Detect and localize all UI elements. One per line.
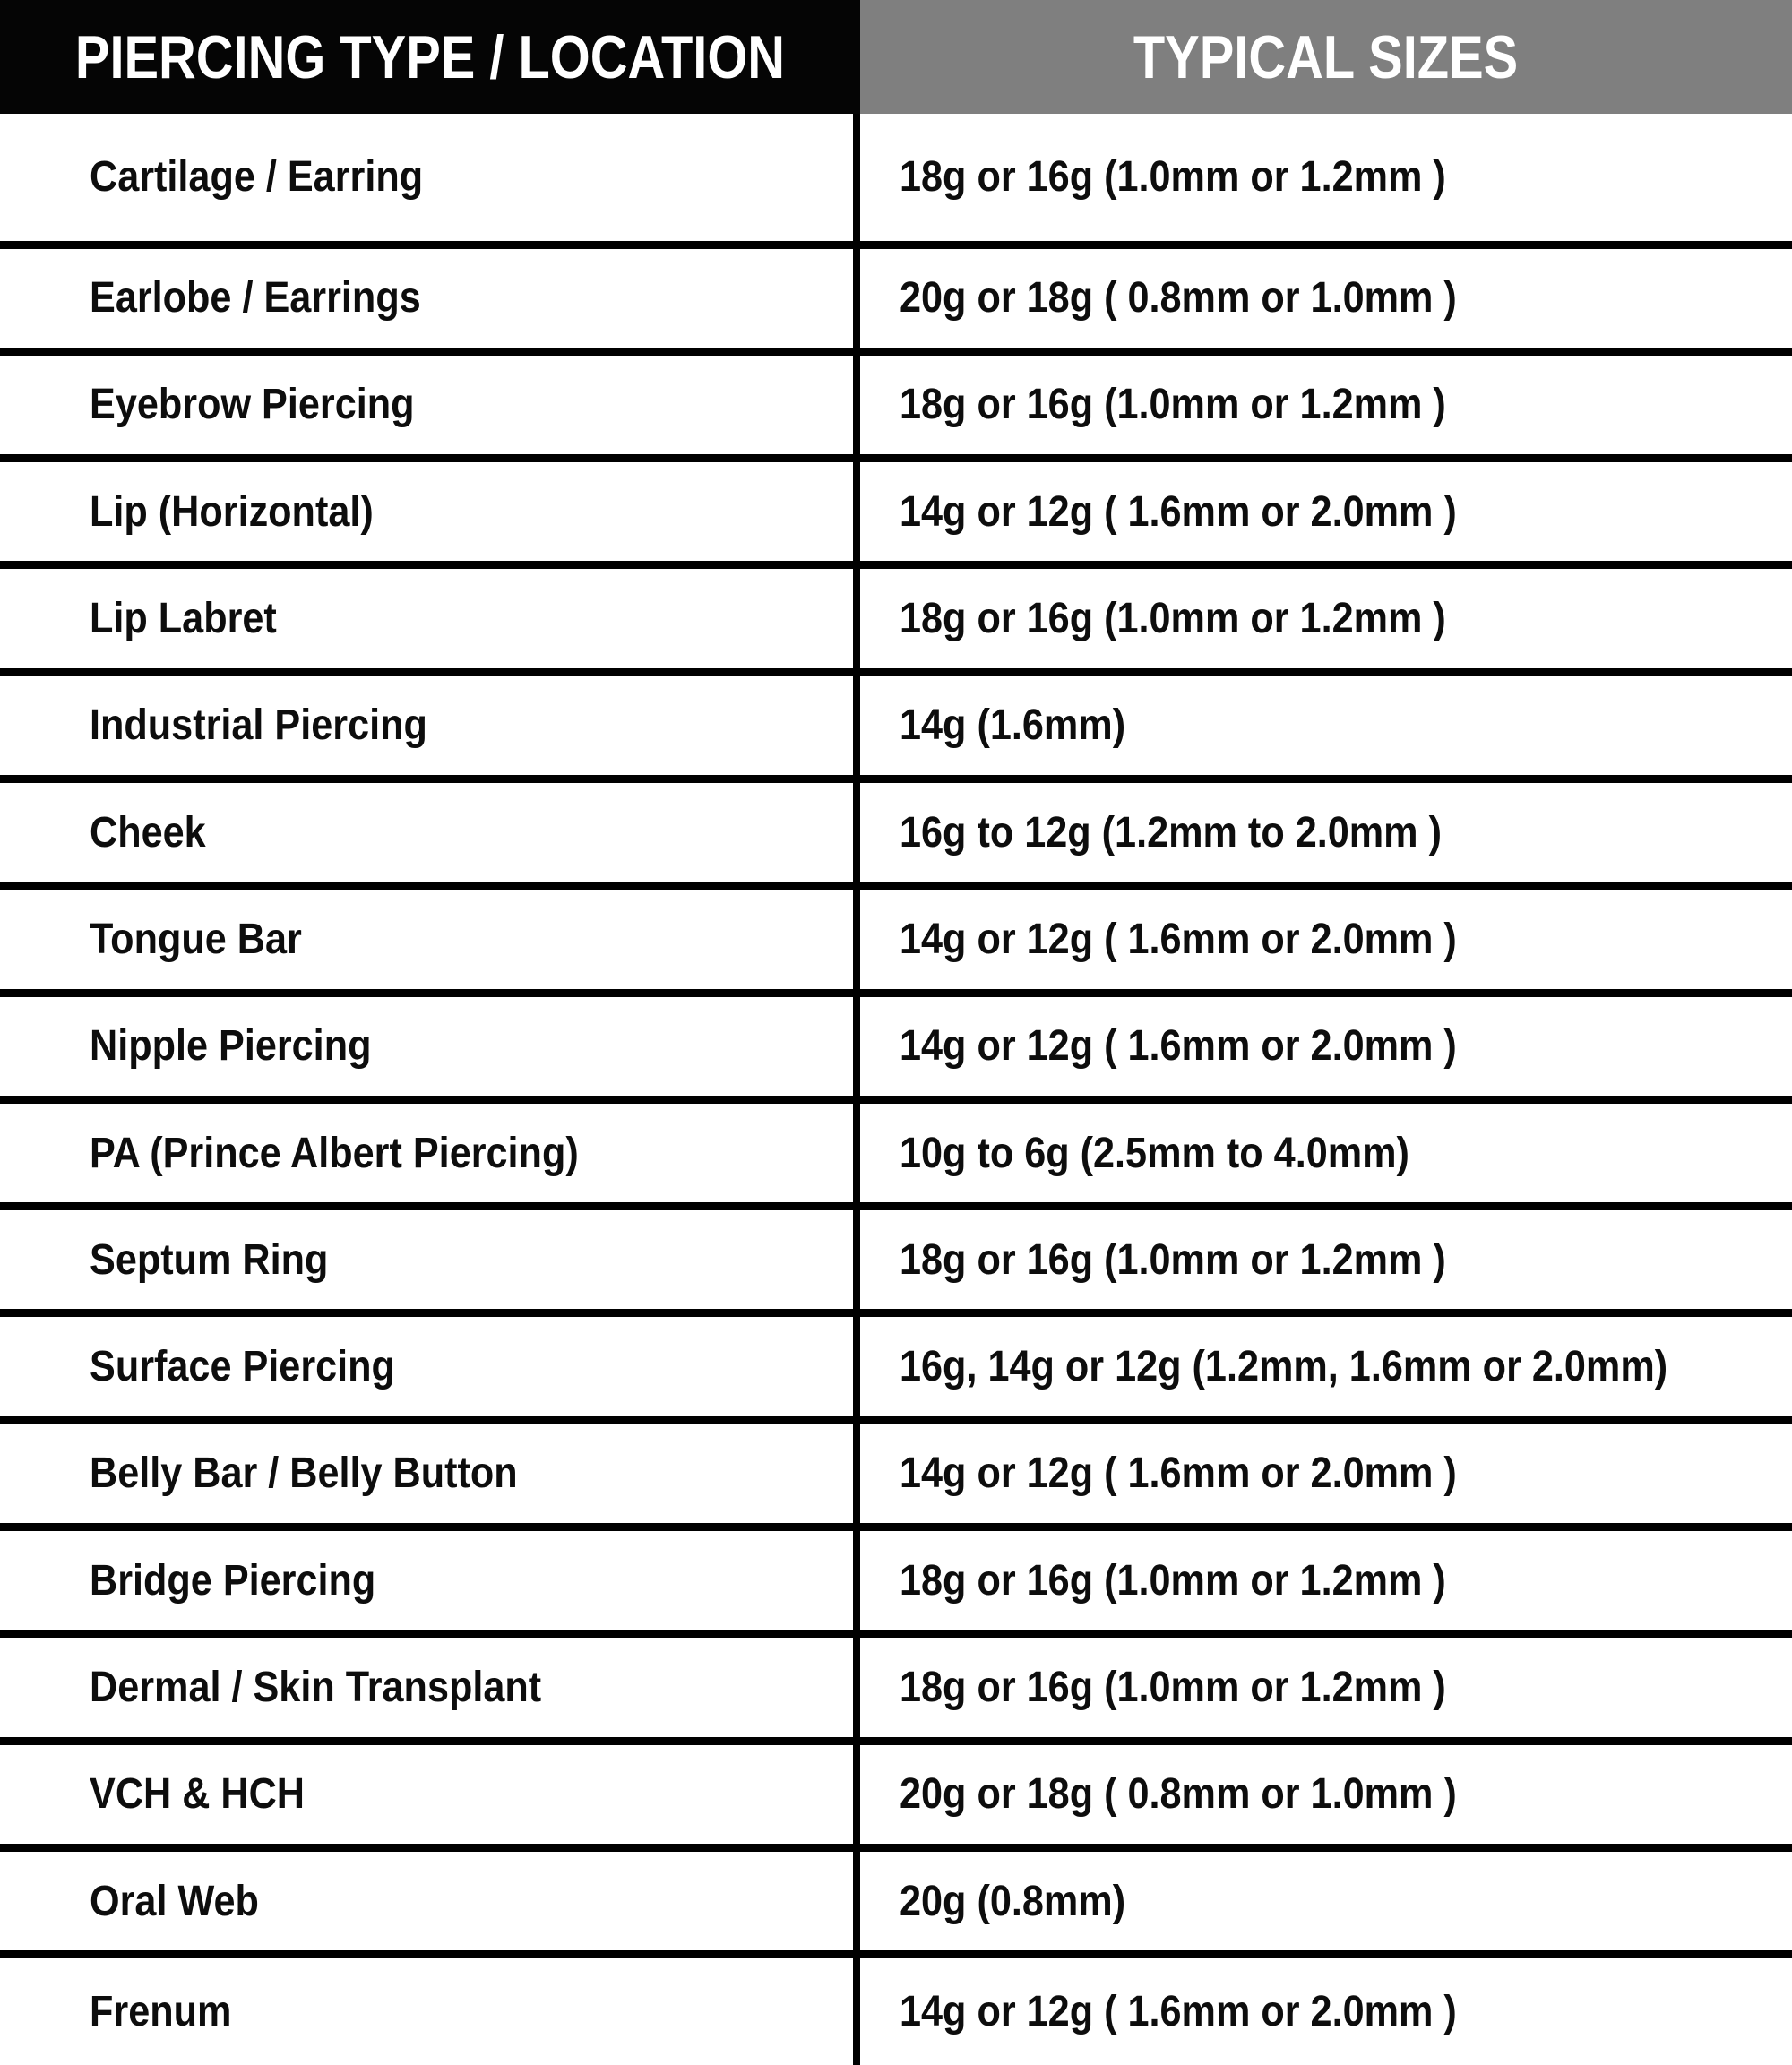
cell-piercing-type xyxy=(0,114,853,241)
table-row xyxy=(0,1531,1792,1638)
piercing-type-label: Industrial Piercing xyxy=(90,701,427,750)
cell-typical-sizes xyxy=(853,1210,1792,1309)
cell-piercing-type xyxy=(0,1745,853,1844)
piercing-type-label: Surface Piercing xyxy=(90,1343,395,1391)
piercing-type-label: Oral Web xyxy=(90,1877,259,1925)
table-row xyxy=(0,249,1792,356)
piercing-type-label: Eyebrow Piercing xyxy=(90,381,415,429)
table-row xyxy=(0,890,1792,996)
table-row xyxy=(0,1104,1792,1210)
cell-typical-sizes xyxy=(853,1958,1792,2065)
cell-typical-sizes xyxy=(853,569,1792,667)
cell-typical-sizes xyxy=(853,114,1792,241)
piercing-type-label: Cheek xyxy=(90,808,206,856)
table-row xyxy=(0,1852,1792,1958)
piercing-type-label: Tongue Bar xyxy=(90,915,302,963)
table-row xyxy=(0,1210,1792,1317)
piercing-type-label: Bridge Piercing xyxy=(90,1556,376,1605)
typical-sizes-value: 18g or 16g (1.0mm or 1.2mm ) xyxy=(900,595,1446,643)
cell-piercing-type xyxy=(0,1317,853,1415)
cell-typical-sizes xyxy=(853,1317,1792,1415)
typical-sizes-value: 18g or 16g (1.0mm or 1.2mm ) xyxy=(900,153,1446,202)
cell-piercing-type xyxy=(0,1958,853,2065)
typical-sizes-value: 14g or 12g ( 1.6mm or 2.0mm ) xyxy=(900,1988,1457,2036)
cell-piercing-type xyxy=(0,1638,853,1736)
typical-sizes-value: 20g (0.8mm) xyxy=(900,1877,1126,1925)
typical-sizes-value: 14g or 12g ( 1.6mm or 2.0mm ) xyxy=(900,487,1457,536)
typical-sizes-value: 14g (1.6mm) xyxy=(900,701,1126,750)
piercing-type-label: PA (Prince Albert Piercing) xyxy=(90,1129,579,1177)
cell-piercing-type xyxy=(0,997,853,1096)
cell-typical-sizes xyxy=(853,1424,1792,1523)
typical-sizes-value: 18g or 16g (1.0mm or 1.2mm ) xyxy=(900,1235,1446,1284)
header-label-piercing-type: PIERCING TYPE / LOCATION xyxy=(74,22,786,91)
cell-typical-sizes xyxy=(853,1104,1792,1202)
cell-typical-sizes xyxy=(853,1638,1792,1736)
header-label-typical-sizes: TYPICAL SIZES xyxy=(1133,22,1519,91)
cell-piercing-type xyxy=(0,249,853,348)
typical-sizes-value: 18g or 16g (1.0mm or 1.2mm ) xyxy=(900,381,1446,429)
typical-sizes-value: 20g or 18g ( 0.8mm or 1.0mm ) xyxy=(900,1770,1457,1819)
cell-typical-sizes xyxy=(853,783,1792,882)
typical-sizes-value: 18g or 16g (1.0mm or 1.2mm ) xyxy=(900,1556,1446,1605)
table-row xyxy=(0,676,1792,783)
typical-sizes-value: 18g or 16g (1.0mm or 1.2mm ) xyxy=(900,1664,1446,1711)
cell-typical-sizes xyxy=(853,356,1792,454)
cell-piercing-type xyxy=(0,1210,853,1309)
cell-piercing-type xyxy=(0,1531,853,1630)
piercing-type-label: Cartilage / Earring xyxy=(90,153,424,202)
table-row xyxy=(0,1317,1792,1424)
cell-typical-sizes xyxy=(853,1531,1792,1630)
table-row xyxy=(0,114,1792,249)
cell-piercing-type xyxy=(0,1424,853,1523)
cell-typical-sizes xyxy=(853,997,1792,1096)
typical-sizes-value: 10g to 6g (2.5mm to 4.0mm) xyxy=(900,1129,1409,1177)
cell-piercing-type xyxy=(0,356,853,454)
typical-sizes-value: 14g or 12g ( 1.6mm or 2.0mm ) xyxy=(900,1450,1457,1498)
table-row xyxy=(0,783,1792,890)
piercing-type-label: Belly Bar / Belly Button xyxy=(90,1450,518,1498)
typical-sizes-value: 16g to 12g (1.2mm to 2.0mm ) xyxy=(900,808,1442,856)
piercing-type-label: Lip (Horizontal) xyxy=(90,487,374,536)
typical-sizes-value: 20g or 18g ( 0.8mm or 1.0mm ) xyxy=(900,274,1457,323)
piercing-type-label: Septum Ring xyxy=(90,1235,329,1284)
cell-typical-sizes xyxy=(853,249,1792,348)
cell-typical-sizes xyxy=(853,676,1792,775)
cell-typical-sizes xyxy=(853,462,1792,561)
cell-piercing-type xyxy=(0,569,853,667)
cell-piercing-type xyxy=(0,676,853,775)
table-header-row xyxy=(0,0,1792,114)
cell-piercing-type xyxy=(0,1104,853,1202)
table-row xyxy=(0,1745,1792,1852)
header-cell-piercing-type xyxy=(0,0,860,114)
cell-typical-sizes xyxy=(853,1852,1792,1950)
cell-typical-sizes xyxy=(853,1745,1792,1844)
piercing-type-label: Earlobe / Earrings xyxy=(90,274,421,323)
table-row xyxy=(0,569,1792,675)
table-row xyxy=(0,462,1792,569)
piercing-type-label: Nipple Piercing xyxy=(90,1022,372,1071)
typical-sizes-value: 14g or 12g ( 1.6mm or 2.0mm ) xyxy=(900,915,1457,963)
cell-piercing-type xyxy=(0,783,853,882)
piercing-type-label: Dermal / Skin Transplant xyxy=(90,1664,542,1711)
typical-sizes-value: 16g, 14g or 12g (1.2mm, 1.6mm or 2.0mm) xyxy=(900,1343,1668,1391)
cell-piercing-type xyxy=(0,462,853,561)
header-cell-typical-sizes xyxy=(860,0,1792,114)
piercing-type-label: Frenum xyxy=(90,1988,232,2036)
piercing-type-label: VCH & HCH xyxy=(90,1770,306,1819)
table-row xyxy=(0,997,1792,1104)
table-row xyxy=(0,356,1792,462)
cell-typical-sizes xyxy=(853,890,1792,988)
table-row xyxy=(0,1958,1792,2065)
piercing-type-label: Lip Labret xyxy=(90,595,277,643)
cell-piercing-type xyxy=(0,1852,853,1950)
cell-piercing-type xyxy=(0,890,853,988)
table-row xyxy=(0,1424,1792,1531)
table-row xyxy=(0,1638,1792,1744)
typical-sizes-value: 14g or 12g ( 1.6mm or 2.0mm ) xyxy=(900,1022,1457,1071)
